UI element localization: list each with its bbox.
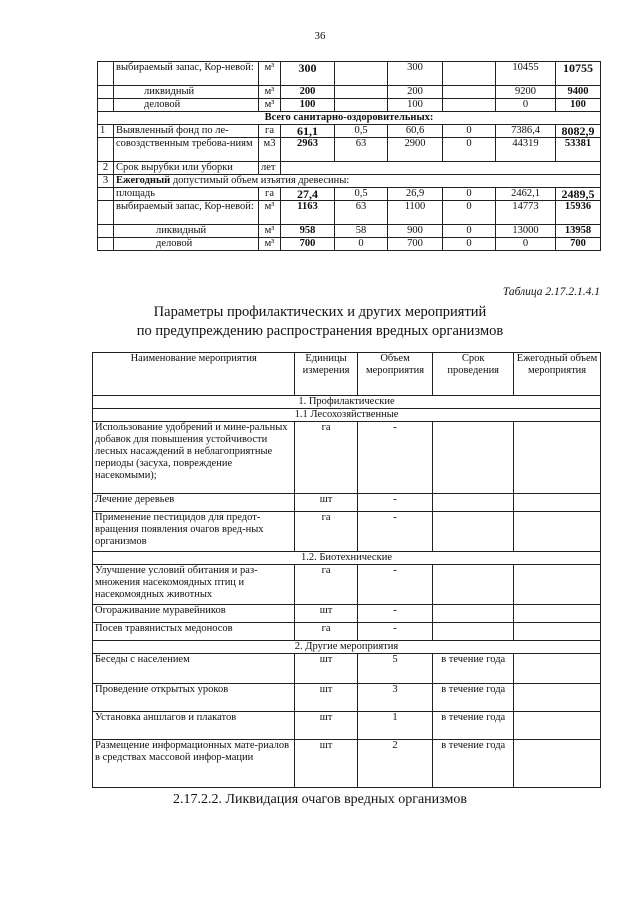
- column-header: Наименование мероприятия: [93, 353, 295, 396]
- column-header: Объем мероприятия: [357, 353, 433, 396]
- table-row: Проведение открытых уроков шт 3 в течение года: [93, 684, 601, 712]
- table-row: Размещение информационных мате-риалов в средствах массовой инфор-мации шт 2 в течение года: [93, 740, 601, 788]
- column-header: Ежегодный объем мероприятия: [514, 353, 601, 396]
- table-row: Посев травянистых медоносов га -: [93, 623, 601, 641]
- table-section-row: 1.1 Лесохозяйственные: [93, 409, 601, 422]
- column-header: Единицы измерения: [295, 353, 357, 396]
- table-row: Установка аншлагов и плакатов шт 1 в течение года: [93, 712, 601, 740]
- table-row: ликвидный м³ 200 200 9200 9400: [98, 86, 601, 99]
- table-row: ликвидный м³ 958 58 900 0 13000 13958: [98, 225, 601, 238]
- table-section-row: Всего санитарно-оздоровительных:: [98, 112, 601, 125]
- forest-volume-table: [97, 61, 601, 251]
- table-row: Лечение деревьев шт -: [93, 494, 601, 512]
- table-section-row: 1. Профилактические: [93, 396, 601, 409]
- page-title: Параметры профилактических и других мероприятий по предупреждению распространения вредных организмов: [136, 304, 504, 339]
- section-heading: 2.17.2.2. Ликвидация очагов вредных организмов: [173, 792, 467, 807]
- table-row: выбираемый запас, Кор-невой: м³ 1163 63 1100 0 14773 15936: [98, 201, 601, 225]
- table-row: 3 Ежегодный допустимый объем изъятия древесины:: [98, 175, 601, 188]
- table-row: Улучшение условий обитания и раз-множения насекомоядных птиц и насекомоядных животных га -: [93, 565, 601, 605]
- table-row: 2 Срок вырубки или уборки лет: [98, 162, 601, 175]
- table-header-row: [93, 353, 601, 396]
- table-row: выбираемый запас, Кор-невой: м³ 300 300 10455 10755: [98, 62, 601, 86]
- table-row: Беседы с населением шт 5 в течение года: [93, 654, 601, 684]
- table-row: совоздственным требова-ниям м3 2963 63 2900 0 44319 53381: [98, 138, 601, 162]
- measures-table: [92, 352, 601, 788]
- table-row: деловой м³ 700 0 700 0 0 700: [98, 238, 601, 251]
- table-row: Использование удобрений и мине-ральных добавок для повышения устойчивости лесных насаждений в неблагоприятные периоды (засуха, повреждение насекомыми); га -: [93, 422, 601, 494]
- column-header: Срок проведения: [433, 353, 514, 396]
- table-section-row: 2. Другие мероприятия: [93, 641, 601, 654]
- table-row: деловой м³ 100 100 0 100: [98, 99, 601, 112]
- table-row: площадь га 27,4 0,5 26,9 0 2462,1 2489,5: [98, 188, 601, 201]
- table-section-row: 1.2. Биотехнические: [93, 552, 601, 565]
- table-caption: Таблица 2.17.2.1.4.1: [502, 286, 600, 298]
- table-row: Применение пестицидов для предот-вращения появления очагов вред-ных организмов га -: [93, 512, 601, 552]
- table-row: Огораживание муравейников шт -: [93, 605, 601, 623]
- page-number: 36: [314, 30, 326, 42]
- table-row: 1 Выявленный фонд по ле- га 61,1 0,5 60,6 0 7386,4 8082,9: [98, 125, 601, 138]
